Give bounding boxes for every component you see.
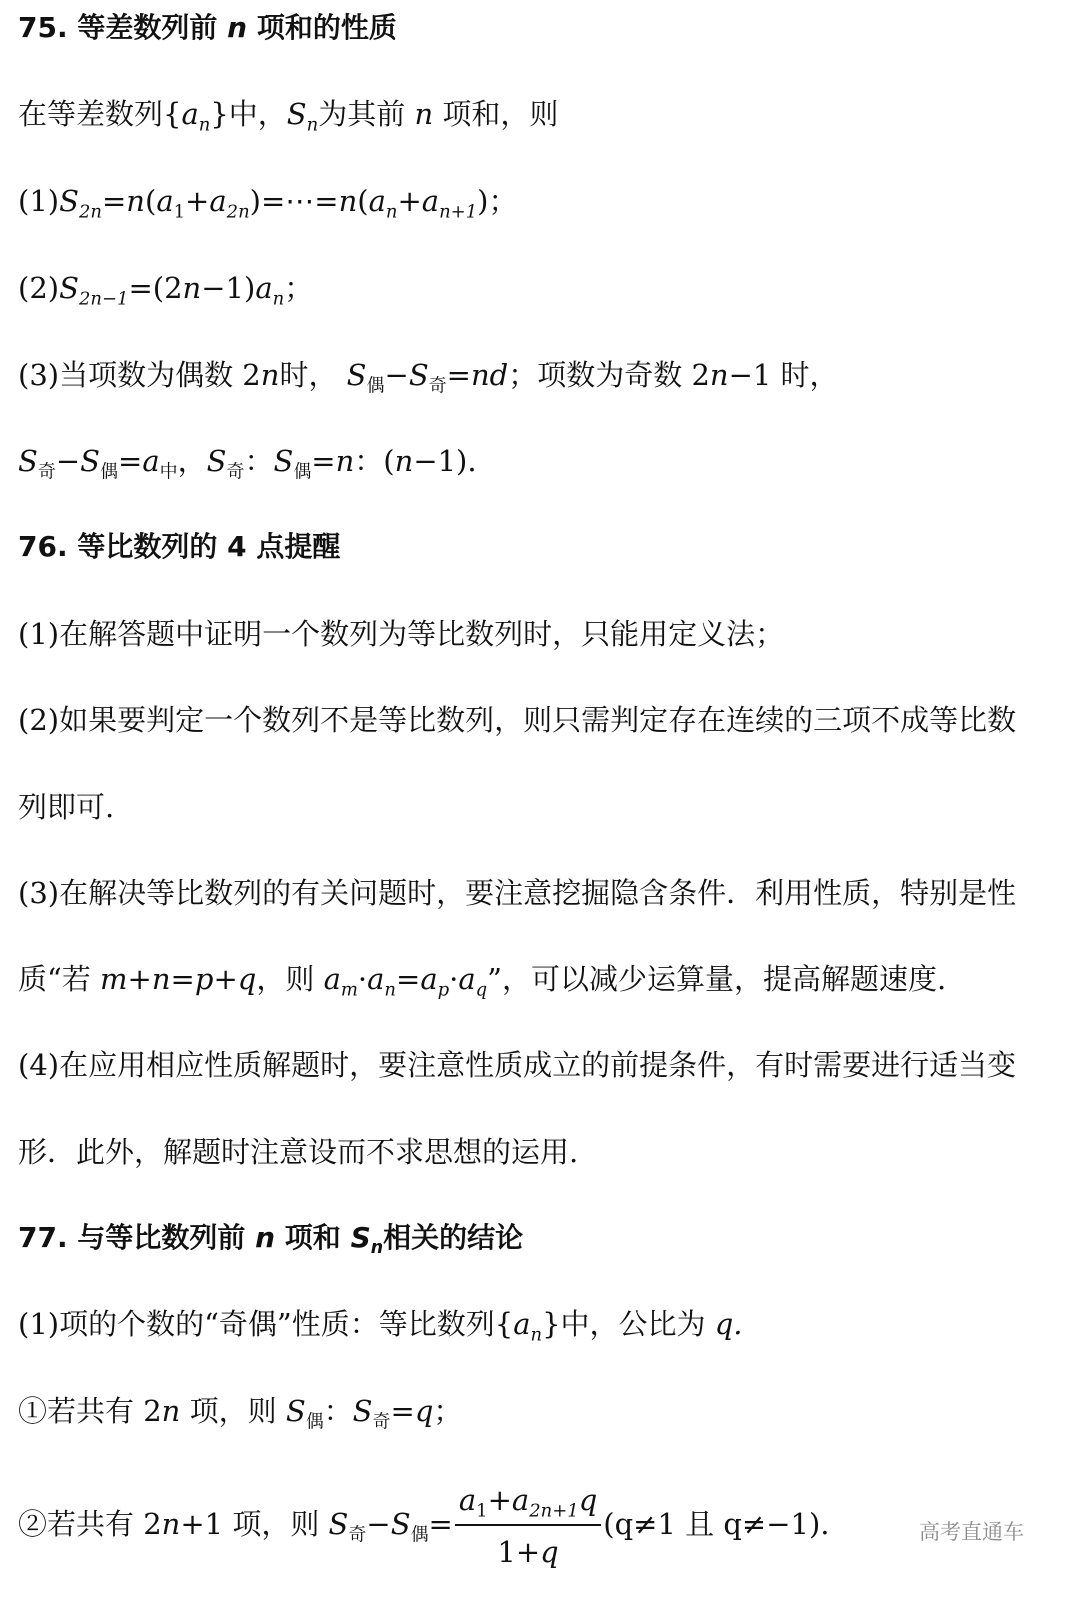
section-75-intro: 在等差数列$\{a_n\}$中，$S_n$为其前 n 项和，则 (18, 97, 559, 136)
section-76-title: 76. 等比数列的 4 点提醒 (18, 530, 341, 563)
formula-75-4: $S_奇-S_偶=a_中$，$S_奇$：$S_偶=n$：(n−1). (18, 444, 477, 483)
formula-75-1: $(1)S_{2n}=n(a_1+a_{2n})=\cdots=n(a_n+a_{n+1})$； (18, 184, 518, 223)
section-75-title: 75. 等差数列前 n 项和的性质 (18, 11, 397, 44)
watermark: 高考直通车 (919, 1520, 1024, 1544)
formula-75-2: $(2)S_{2n-1}=(2n-1)a_n$； (18, 271, 314, 310)
section-76-line-3: 列即可. (18, 790, 115, 824)
section-77-title: 77. 与等比数列前 n 项和 $S_n$相关的结论 (18, 1221, 524, 1259)
section-76-line-4: (3)在解决等比数列的有关问题时，要注意挖掘隐含条件．利用性质，特别是性 (18, 876, 1017, 910)
section-76-line-2: (2)如果要判定一个数列不是等比数列，则只需判定存在连续的三项不成等比数 (18, 703, 1017, 737)
section-76-line-7: 形．此外，解题时注意设而不求思想的运用. (18, 1135, 579, 1169)
section-77-line-2: ①若共有 2n 项，则 $S_偶$：$S_奇=q$； (18, 1394, 463, 1433)
section-77-line-1: (1)项的个数的“奇偶”性质：等比数列$\{a_n\}$中，公比为 q. (18, 1307, 743, 1346)
fraction: $\frac{a_1+a_{2n+1}q}{1+q}$ (455, 1478, 601, 1574)
formula-75-3: (3)当项数为偶数 2n时， $S_偶-S_奇=nd$；项数为奇数 2n−1 时， (18, 358, 839, 397)
section-76-line-1: (1)在解答题中证明一个数列为等比数列时，只能用定义法； (18, 617, 785, 651)
section-77-line-3: ②若共有 2n+1 项，则 $S_奇-S_偶=$ $\frac{a_1+a_{2n+1}q}{1+q}$ (q≠1 且 q≠−1). (18, 1478, 1070, 1574)
section-76-line-5: 质“若 m+n=p+q，则 $a_m\cdot a_n=a_p\cdot a_q$”，可以减少运算量，提高解题速度. (18, 962, 947, 1001)
section-76-line-6: (4)在应用相应性质解题时，要注意性质成立的前提条件，有时需要进行适当变 (18, 1048, 1017, 1082)
